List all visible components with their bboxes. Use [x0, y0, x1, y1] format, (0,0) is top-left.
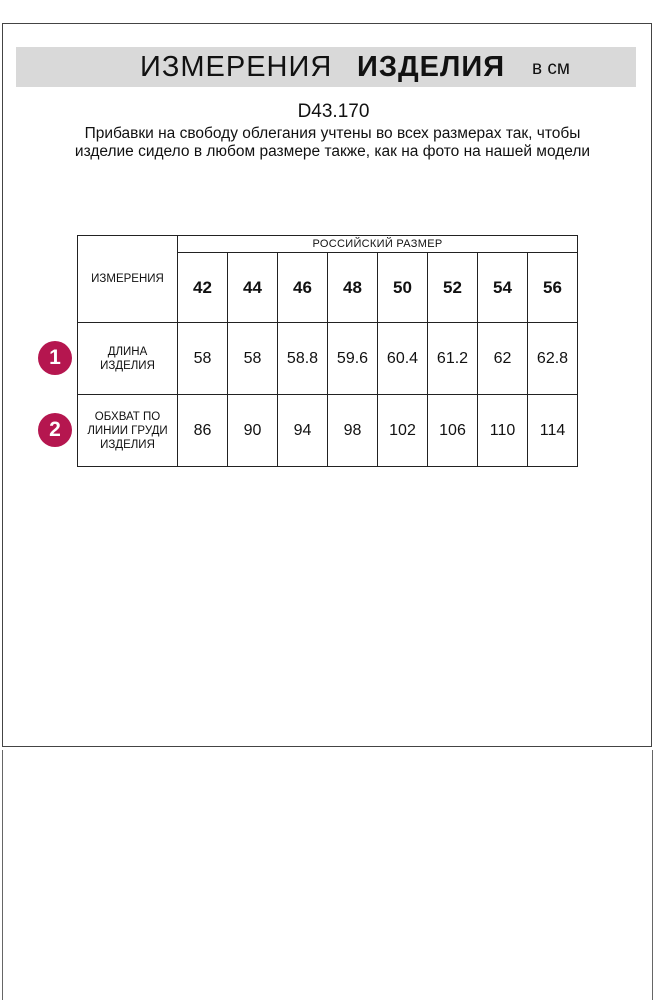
table-cell: 58: [178, 323, 228, 395]
row-label-text: ОБХВАТ ПО ЛИНИИ ГРУДИ ИЗДЕЛИЯ: [87, 410, 168, 451]
size-header: 46: [278, 253, 328, 323]
corner-label: ИЗМЕРЕНИЯ: [78, 236, 178, 323]
badge-number-1: 1: [38, 341, 72, 375]
row-label-text: ДЛИНА ИЗДЕЛИЯ: [100, 345, 155, 372]
divider-right: [652, 750, 653, 1000]
table-cell: 58: [228, 323, 278, 395]
size-system-label: РОССИЙСКИЙ РАЗМЕР: [178, 236, 578, 253]
table-cell: 62: [478, 323, 528, 395]
size-table: [77, 235, 578, 467]
size-header: 50: [378, 253, 428, 323]
table-cell: 59.6: [328, 323, 378, 395]
size-header: 54: [478, 253, 528, 323]
size-header: 44: [228, 253, 278, 323]
size-header: 56: [528, 253, 578, 323]
divider-left: [2, 750, 3, 1000]
header-title-garment: ИЗДЕЛИЯ: [357, 51, 506, 83]
table-cell: 98: [328, 395, 378, 467]
badge-number-2: 2: [38, 413, 72, 447]
table-cell: 58.8: [278, 323, 328, 395]
table-cell: 62.8: [528, 323, 578, 395]
size-header: 48: [328, 253, 378, 323]
product-code: D43.170: [297, 101, 370, 122]
header-unit: в см: [532, 58, 570, 79]
row-label: [78, 323, 178, 395]
size-header: 52: [428, 253, 478, 323]
table-cell: 60.4: [378, 323, 428, 395]
header-title-measurements: ИЗМЕРЕНИЯ: [140, 51, 333, 83]
table-cell: 102: [378, 395, 428, 467]
fit-note: Прибавки на свободу облегания учтены во всех размерах так, чтобы изделие сидело в любом размере также, как на фото на нашей модели: [74, 125, 591, 160]
table-cell: 114: [528, 395, 578, 467]
table-cell: 90: [228, 395, 278, 467]
table-row: [78, 395, 578, 467]
table-cell: 61.2: [428, 323, 478, 395]
size-header: 42: [178, 253, 228, 323]
table-cell: 110: [478, 395, 528, 467]
table-cell: 106: [428, 395, 478, 467]
table-cell: 86: [178, 395, 228, 467]
table-row: [78, 323, 578, 395]
table-cell: 94: [278, 395, 328, 467]
row-label: [78, 395, 178, 467]
